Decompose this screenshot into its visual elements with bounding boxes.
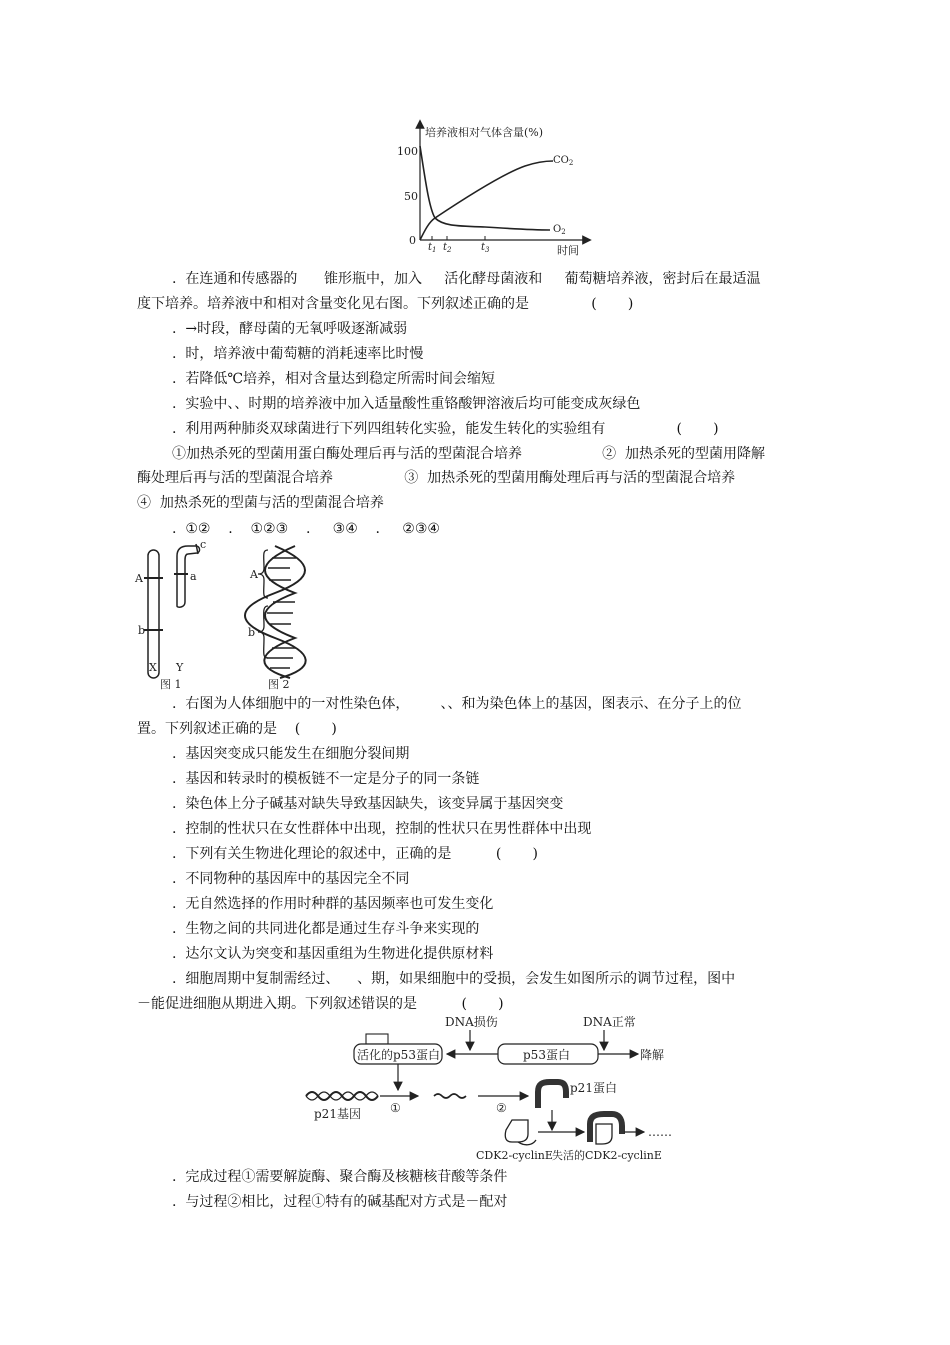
q3-stem-line1: . 右图为人体细胞中的一对性染色体， 、、和为染色体上的基因，图表示、在分子上的位	[172, 696, 742, 712]
label-A: A	[135, 572, 143, 585]
q1-option-c: . 若降低℃培养，相对含量达到稳定所需时间会缩短	[172, 371, 496, 387]
x-chromosome	[148, 550, 159, 678]
q3-option-b: . 基因和转录时的模板链不一定是分子的同一条链	[172, 771, 480, 787]
q1-option-a: . →时段，酵母菌的无氧呼吸逐渐减弱	[172, 321, 408, 337]
q4-option-c: . 生物之间的共同进化都是通过生存斗争来实现的	[172, 921, 480, 937]
q1-stem-line2: 度下培养。培养液中和相对含量变化见右图。下列叙述正确的是 ( )	[137, 296, 634, 312]
step-1-label: ①	[390, 1101, 401, 1115]
p53-pathway-diagram	[300, 1012, 690, 1167]
x-tick-t1: $t_1$	[428, 242, 437, 254]
q1-option-b: . 时，培养液中葡萄糖的消耗速率比时慢	[172, 346, 424, 362]
o2-label: $O_2$	[553, 224, 566, 236]
q5-option-b: . 与过程②相比，过程①特有的碱基配对方式是－配对	[172, 1194, 508, 1210]
label-X: X	[149, 661, 157, 674]
p21-gene-label: p21基因	[314, 1107, 361, 1121]
continuation-dots: ……	[648, 1125, 672, 1139]
label-c: c	[200, 538, 207, 551]
x-tick-t3: $t_3$	[481, 242, 490, 254]
q4-option-a: . 不同物种的基因库中的基因完全不同	[172, 871, 410, 887]
inactive-cdk2-label: 失活的CDK2-cyclinE	[552, 1149, 662, 1162]
label-b: b	[138, 624, 146, 637]
p21-protein-icon	[538, 1082, 566, 1108]
label-Y: Y	[176, 661, 184, 674]
co2-curve	[420, 161, 553, 240]
dna-normal-label: DNA正常	[583, 1015, 636, 1029]
cdk2-label: CDK2-cyclinE	[476, 1149, 553, 1162]
co2-label: $CO_2$	[553, 155, 574, 167]
q5-stem-line1: . 细胞周期中复制需经过、 、期，如果细胞中的受损，会发生如图所示的调节过程，图中	[172, 971, 736, 987]
activated-p53-label: 活化的p53蛋白	[357, 1048, 440, 1062]
o2-curve	[420, 146, 550, 230]
q2-line2: 酶处理后再与活的型菌混合培养 ③ 加热杀死的型菌用酶处理后再与活的型菌混合培养	[137, 470, 736, 486]
degrade-label: 降解	[640, 1048, 665, 1062]
q4-stem: . 下列有关生物进化理论的叙述中，正确的是 ( )	[172, 846, 538, 862]
q2-stem: . 利用两种肺炎双球菌进行下列四组转化实验，能发生转化的实验组有 ( )	[172, 421, 719, 437]
q3-option-a: . 基因突变成只能发生在细胞分裂间期	[172, 746, 410, 762]
q2-line1: ①加热杀死的型菌用蛋白酶处理后再与活的型菌混合培养 ② 加热杀死的型菌用降解	[172, 446, 766, 462]
mrna-icon	[434, 1094, 466, 1098]
q3-option-d: . 控制的性状只在女性群体中出现，控制的性状只在男性群体中出现	[172, 821, 592, 837]
q4-option-d: . 达尔文认为突变和基因重组为生物进化提供原材料	[172, 946, 494, 962]
y-axis-label: 培养液相对气体含量(%)	[425, 126, 544, 139]
y-tick-100: 100	[397, 145, 418, 158]
dna-damage-label: DNA损伤	[445, 1015, 498, 1029]
label-a: a	[190, 570, 197, 583]
q4-option-b: . 无自然选择的作用时种群的基因频率也可发生变化	[172, 896, 494, 912]
q1-option-d: . 实验中、、时期的培养液中加入适量酸性重铬酸钾溶液后均可能变成灰绿色	[172, 396, 641, 412]
step-2-label: ②	[496, 1101, 507, 1115]
caption-fig2: 图 2	[268, 678, 290, 691]
p53-label: p53蛋白	[523, 1048, 570, 1062]
chromosome-figure	[130, 538, 330, 693]
q2-line3: ④ 加热杀死的型菌与活的型菌混合培养	[137, 495, 384, 511]
x-axis-label: 时间	[557, 244, 579, 257]
y-tick-0: 0	[409, 234, 416, 247]
q2-options: . ①② . ①②③ . ③④ . ②③④	[172, 521, 440, 537]
caption-fig1: 图 1	[160, 678, 182, 691]
q1-stem-line1: . 在连通和传感器的 锥形瓶中，加入 活化酵母菌液和 葡萄糖培养液，密封后在最适温	[172, 271, 761, 287]
x-tick-t2: $t_2$	[443, 242, 452, 254]
q5-stem-line2: －能促进细胞从期进入期。下列叙述错误的是 ( )	[137, 996, 504, 1012]
label-b-dna: b	[248, 626, 256, 639]
q3-option-c: . 染色体上分子碱基对缺失导致基因缺失，该变异属于基因突变	[172, 796, 564, 812]
gas-content-graph	[395, 118, 595, 260]
cdk2-cycline-icon	[505, 1120, 528, 1142]
y-tick-50: 50	[404, 190, 418, 203]
p21-protein-label: p21蛋白	[570, 1081, 617, 1095]
q3-stem-line2: 置。下列叙述正确的是 ( )	[137, 721, 337, 737]
label-A-dna: A	[250, 568, 258, 581]
q5-option-a: . 完成过程①需要解旋酶、聚合酶及核糖核苷酸等条件	[172, 1169, 508, 1185]
